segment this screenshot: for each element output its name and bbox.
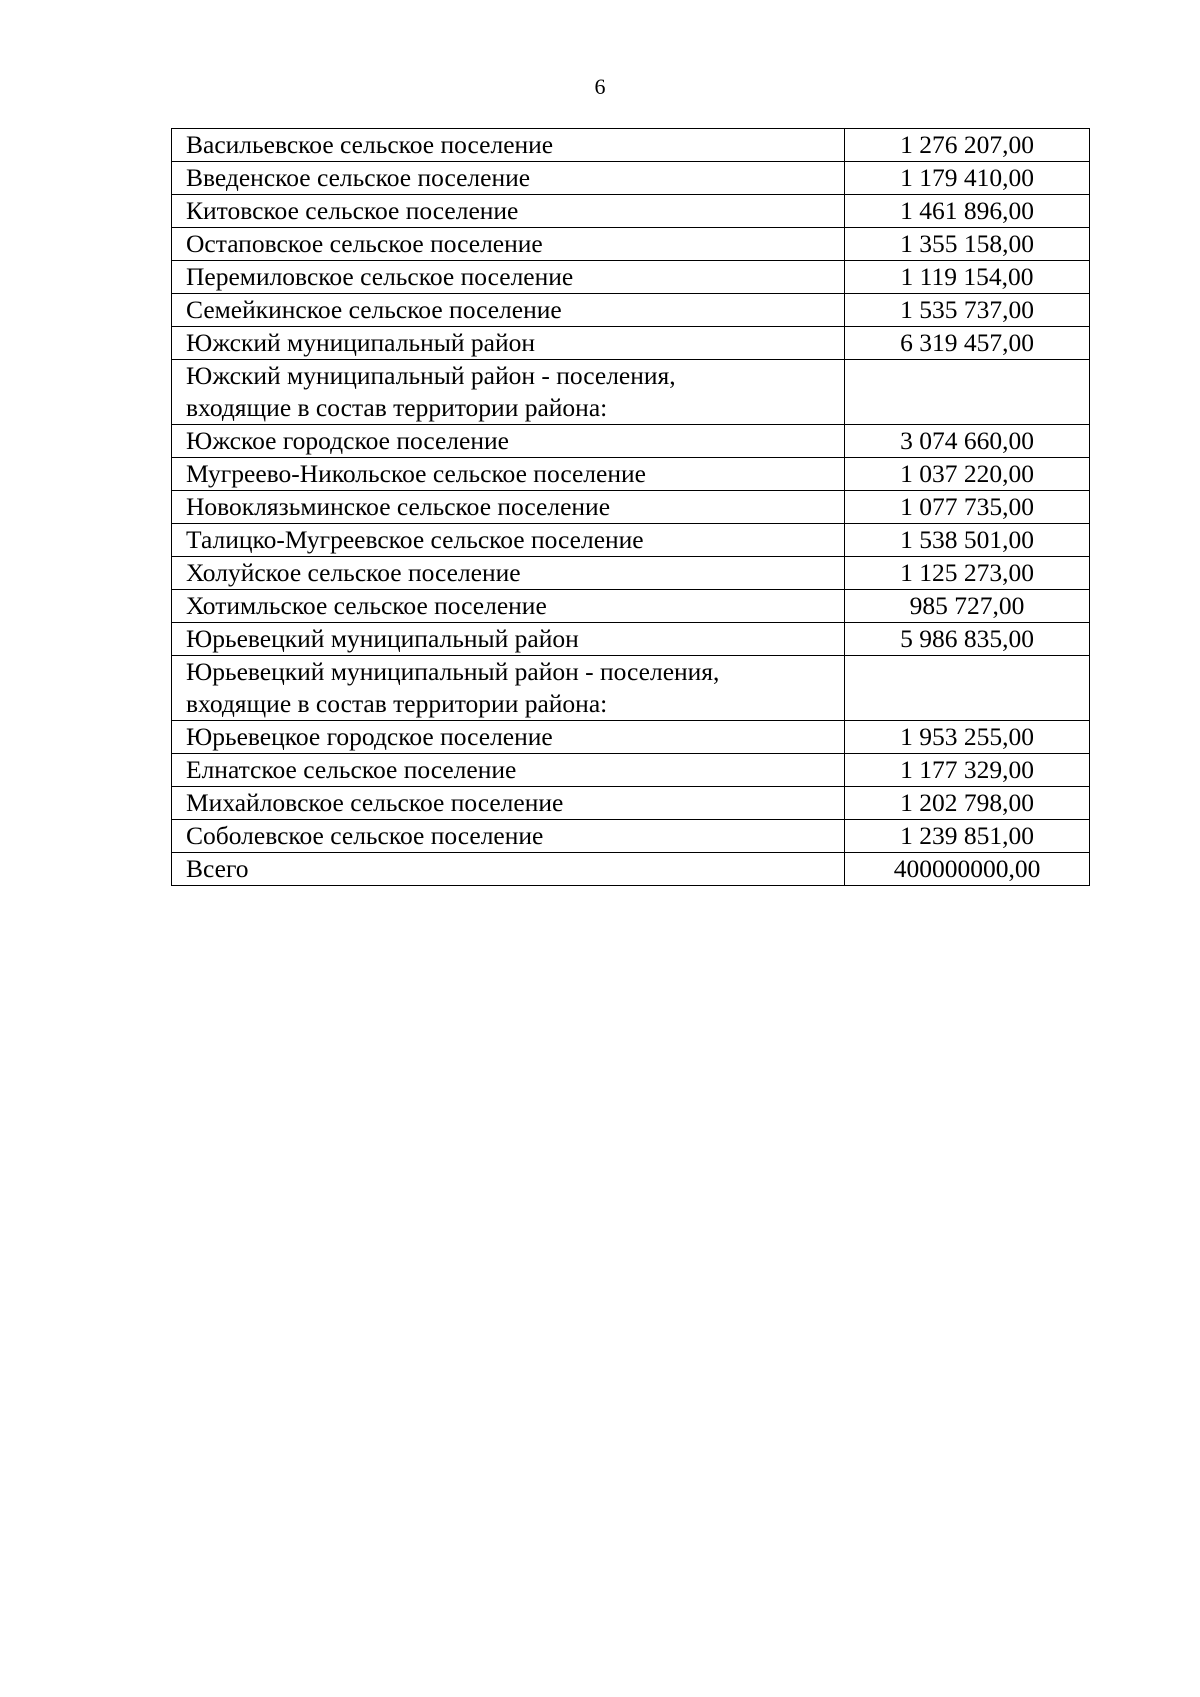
amount-value: 1 239 851,00 [845,820,1090,853]
settlement-name-cell [172,327,845,360]
settlement-name-cell [172,261,845,294]
amount-value: 1 179 410,00 [845,162,1090,195]
settlement-name: Юрьевецкое городское поселение [186,722,553,751]
amount-value: 1 953 255,00 [845,721,1090,754]
table-row [172,557,1090,590]
amount-value: 1 077 735,00 [845,491,1090,524]
settlement-name-cell [172,787,845,820]
table-row [172,656,1090,721]
table-row [172,623,1090,656]
table-row [172,458,1090,491]
amount-value: 1 461 896,00 [845,195,1090,228]
table-row [172,162,1090,195]
table-row [172,754,1090,787]
settlement-name: Южский муниципальный район - поселения, входящие в состав территории района: [186,361,676,422]
settlement-name: Мугреево-Никольское сельское поселение [186,459,646,488]
settlement-name: Южское городское поселение [186,426,509,455]
settlement-name: Михайловское сельское поселение [186,788,564,817]
settlement-name: Васильевское сельское поселение [186,130,554,159]
amount-value: 1 355 158,00 [845,228,1090,261]
allocation-table [171,128,1090,886]
amount-value: 1 538 501,00 [845,524,1090,557]
table-row [172,195,1090,228]
settlement-name-cell [172,557,845,590]
settlement-name-cell [172,820,845,853]
settlement-name-cell [172,129,845,162]
table-row [172,228,1090,261]
amount-value: 1 202 798,00 [845,787,1090,820]
table-body [172,129,1090,886]
amount-value: 5 986 835,00 [845,623,1090,656]
settlement-name: Талицко-Мугреевское сельское поселение [186,525,644,554]
amount-value: 1 276 207,00 [845,129,1090,162]
settlement-name-cell [172,228,845,261]
amount-value: 1 535 737,00 [845,294,1090,327]
settlement-name: Соболевское сельское поселение [186,821,544,850]
settlement-name-cell [172,590,845,623]
settlement-name-cell [172,360,845,425]
amount-value [845,360,1090,425]
table-row [172,425,1090,458]
table-row [172,853,1090,886]
amount-value: 1 125 273,00 [845,557,1090,590]
settlement-name-cell [172,656,845,721]
table-row [172,721,1090,754]
settlement-name-cell [172,754,845,787]
amount-value: 3 074 660,00 [845,425,1090,458]
amount-value [845,656,1090,721]
table-row [172,491,1090,524]
settlement-name-cell [172,162,845,195]
table-row [172,820,1090,853]
table-row [172,129,1090,162]
settlement-name: Китовское сельское поселение [186,196,519,225]
table-row [172,787,1090,820]
settlement-name-cell [172,623,845,656]
settlement-name-cell [172,195,845,228]
settlement-name: Введенское сельское поселение [186,163,531,192]
table-row [172,524,1090,557]
table-row [172,327,1090,360]
settlement-name-cell [172,425,845,458]
amount-value: 985 727,00 [845,590,1090,623]
settlement-name: Южский муниципальный район [186,328,535,357]
settlement-name: Юрьевецкий муниципальный район [186,624,579,653]
amount-value: 1 177 329,00 [845,754,1090,787]
settlement-name-cell [172,721,845,754]
settlement-name-cell [172,491,845,524]
settlement-name: Елнатское сельское поселение [186,755,517,784]
settlement-name: Хотимльское сельское поселение [186,591,547,620]
settlement-name-cell [172,294,845,327]
settlement-name: Новоклязьминское сельское поселение [186,492,611,521]
table-row [172,261,1090,294]
table-row [172,360,1090,425]
settlement-name: Юрьевецкий муниципальный район - поселения, входящие в состав территории района: [186,657,720,718]
table-row [172,590,1090,623]
settlement-name: Остаповское сельское поселение [186,229,543,258]
settlement-name-cell [172,458,845,491]
settlement-name: Перемиловское сельское поселение [186,262,574,291]
amount-value: 1 119 154,00 [845,261,1090,294]
amount-value: 1 037 220,00 [845,458,1090,491]
settlement-name-cell [172,524,845,557]
amount-value: 6 319 457,00 [845,327,1090,360]
amount-value: 400000000,00 [845,853,1090,886]
settlement-name: Всего [186,854,249,883]
settlement-name: Семейкинское сельское поселение [186,295,562,324]
table-row [172,294,1090,327]
settlement-name: Холуйское сельское поселение [186,558,521,587]
settlement-name-cell [172,853,845,886]
page-number: 6 [594,74,606,99]
